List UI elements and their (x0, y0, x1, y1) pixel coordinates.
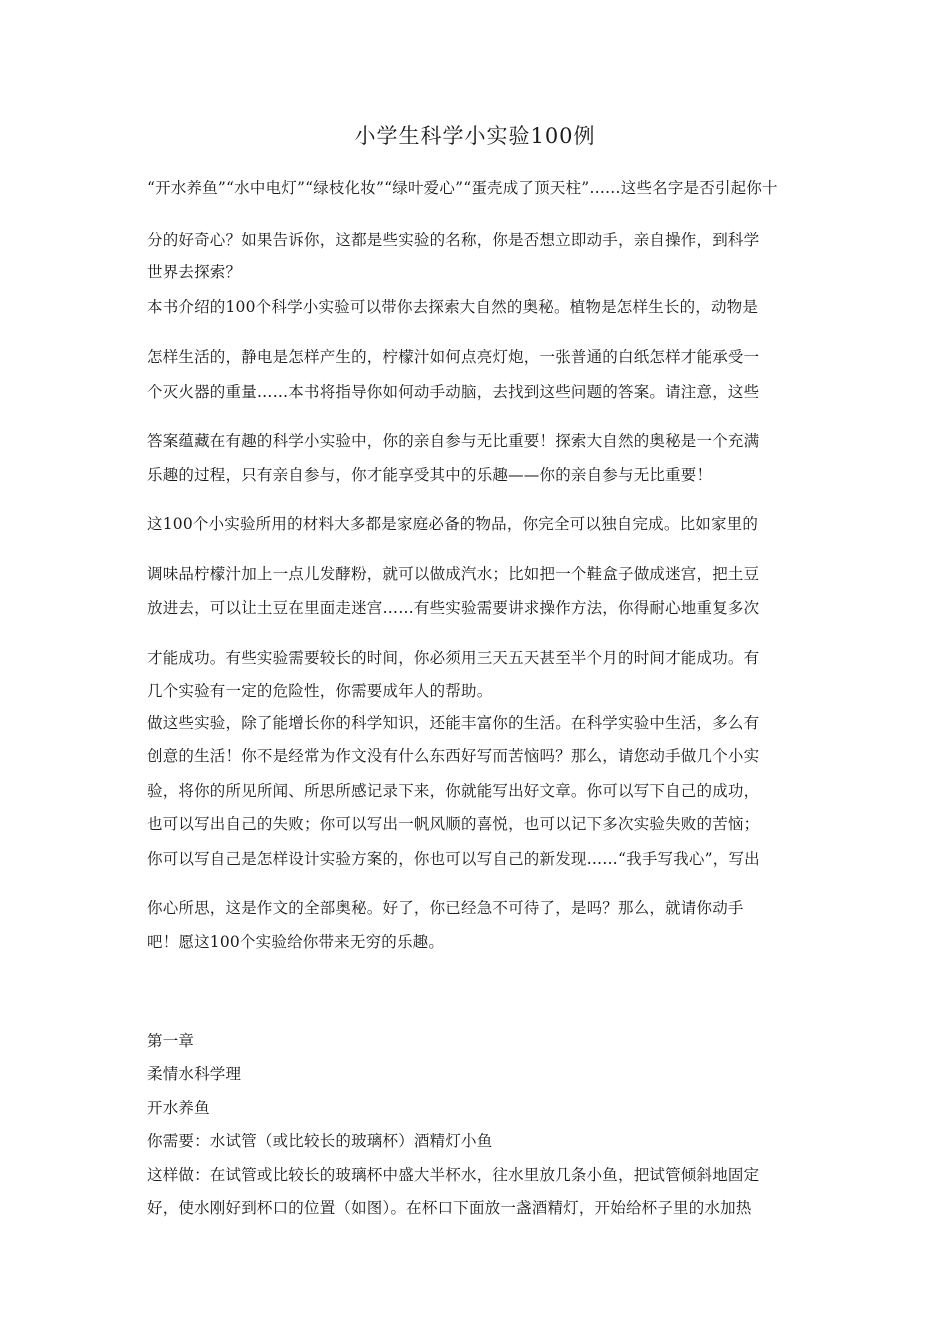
text-line: 你需要：水试管（或比较长的玻璃杯）酒精灯小鱼 (147, 1132, 493, 1150)
document-title: 小学生科学小实验100例 (354, 124, 596, 148)
text-line: 几个实验有一定的危险性，你需要成年人的帮助。 (147, 682, 493, 700)
text-line: 你可以写自己是怎样设计实验方案的，你也可以写自己的新发现……“我手写我心”，写出 (147, 850, 760, 868)
text-line: 答案蕴藏在有趣的科学小实验中，你的亲自参与无比重要！探索大自然的奥秘是一个充满 (147, 432, 760, 450)
experiment-title: 开水养鱼 (147, 1099, 210, 1117)
text-line: 创意的生活！你不是经常为作文没有什么东西好写而苦恼吗？那么，请您动手做几个小实 (147, 747, 760, 765)
text-line: 世界去探索？ (147, 263, 242, 281)
text-line: 好，使水刚好到杯口的位置（如图）。在杯口下面放一盏酒精灯，开始给杯子里的水加热 (147, 1199, 752, 1217)
text-line: 这100个小实验所用的材料大多都是家庭必备的物品，你完全可以独自完成。比如家里的 (147, 515, 759, 533)
text-line: 调味品柠檬汁加上一点儿发酵粉，就可以做成汽水；比如把一个鞋盒子做成迷宫，把土豆 (147, 565, 760, 583)
text-line: “开水养鱼”“水中电灯”“绿枝化妆”“绿叶爱心”“蛋壳成了顶天柱”……这些名字是否引起你十 (147, 179, 778, 197)
text-line: 验，将你的所见所闻、所思所感记录下来，你就能写出好文章。你可以写下自己的成功， (147, 782, 760, 800)
text-line: 放进去，可以让土豆在里面走迷宫……有些实验需要讲求操作方法，你得耐心地重复多次 (147, 599, 760, 617)
text-line: 怎样生活的，静电是怎样产生的，柠檬汁如何点亮灯炮，一张普通的白纸怎样才能承受一 (147, 348, 760, 366)
text-line: 才能成功。有些实验需要较长的时间，你必须用三天五天甚至半个月的时间才能成功。有 (147, 649, 760, 667)
text-line: 做这些实验，除了能增长你的科学知识，还能丰富你的生活。在科学实验中生活，多么有 (147, 714, 760, 732)
text-line: 你心所思，这是作文的全部奥秘。好了，你已经急不可待了，是吗？那么，就请你动手 (147, 899, 744, 917)
text-line: 也可以写出自己的失败；你可以写出一帆风顺的喜悦，也可以记下多次实验失败的苦恼； (147, 815, 760, 833)
text-line: 分的好奇心？如果告诉你，这都是些实验的名称，你是否想立即动手，亲自操作，到科学 (147, 231, 760, 249)
chapter-title: 柔情水科学理 (147, 1065, 242, 1083)
chapter-heading: 第一章 (147, 1032, 195, 1050)
text-line: 本书介绍的100个科学小实验可以带你去探索大自然的奥秘。植物是怎样生长的，动物是 (147, 298, 759, 316)
text-line: 吧！愿这100个实验给你带来无穷的乐趣。 (147, 933, 445, 951)
text-line: 乐趣的过程，只有亲自参与，你才能享受其中的乐趣——你的亲自参与无比重要！ (147, 466, 713, 484)
text-line: 个灭火器的重量……本书将指导你如何动手动脑，去找到这些问题的答案。请注意，这些 (147, 383, 760, 401)
text-line: 这样做：在试管或比较长的玻璃杯中盛大半杯水，往水里放几条小鱼，把试管倾斜地固定 (147, 1166, 760, 1184)
